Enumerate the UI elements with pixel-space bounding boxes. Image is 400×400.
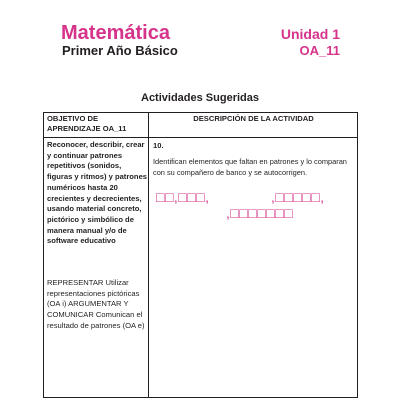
skills-text: REPRESENTAR Utilizar representaciones pictóricas (OA i) ARGUMENTAR Y COMUNICAR Comunican el resultado de patrones (OA e) — [47, 278, 145, 330]
pattern-glyphs-2: ,□□□□□, — [271, 189, 325, 205]
header-divider — [44, 137, 357, 138]
objective-column-header: OBJETIVO DE APRENDIZAJE OA_11 — [47, 114, 127, 133]
pattern-glyphs-3: ,□□□□□□□ — [226, 205, 294, 221]
activity-description: Identifican elementos que faltan en patrones y lo comparan con su compañero de banco y se autocorrigen. — [153, 157, 347, 177]
activity-table — [43, 112, 358, 398]
activity-number: 10. — [153, 141, 164, 150]
unit-label: Unidad 1 — [280, 26, 340, 42]
subject-title: Matemática — [61, 22, 170, 44]
column-divider — [148, 113, 149, 397]
description-column-header: DESCRIPCIÓN DE LA ACTIVIDAD — [193, 114, 314, 123]
grade-label: Primer Año Básico — [62, 43, 178, 58]
section-title: Actividades Sugeridas — [141, 92, 259, 104]
objective-code: OA_11 — [299, 43, 340, 58]
objective-text: Reconocer, describir, crear y continuar patrones repetitivos (sonidos, figuras y ritmos) y patrones numéricos hasta 20 crecientes y decrecientes, usando material concreto, pictórico y simbólico de manera manual y/o de software educativo — [47, 140, 148, 246]
pattern-glyphs-1: □□,□□□, — [156, 189, 210, 205]
